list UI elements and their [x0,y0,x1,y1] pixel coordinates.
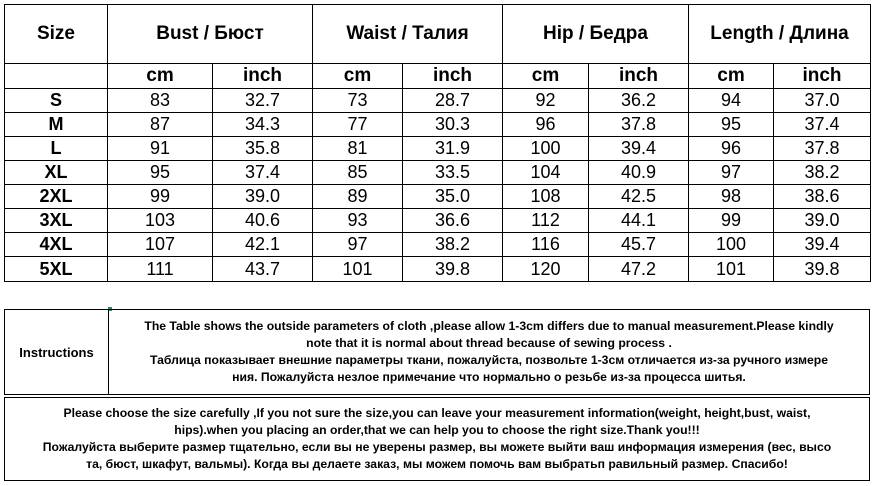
table-row [5,233,871,257]
unit-inch: inch [774,64,871,89]
notice-box [4,397,870,481]
measure-cell: 37.8 [589,113,689,137]
measure-cell: 40.9 [589,161,689,185]
measure-cell: 89 [313,185,403,209]
measure-cell: 39.8 [403,257,503,282]
measure-cell: 32.7 [213,89,313,113]
measure-cell: 38.2 [403,233,503,257]
measure-cell: 85 [313,161,403,185]
table-row [5,185,871,209]
size-label: 5XL [5,257,108,282]
instructions-line: Таблица показывает внешние параметры ткани, пожалуйста, позвольте 1-3см отличается из-за ручного измере [149,353,829,367]
measure-cell: 99 [108,185,213,209]
unit-row [5,64,871,89]
header-bust: Bust / Бюст [108,5,313,64]
table-row [5,161,871,185]
measure-cell: 104 [503,161,589,185]
measure-cell: 91 [108,137,213,161]
instructions-text [109,318,869,386]
measure-cell: 44.1 [589,209,689,233]
measure-cell: 83 [108,89,213,113]
measure-cell: 95 [108,161,213,185]
table-row [5,257,871,282]
measure-cell: 98 [689,185,774,209]
measure-cell: 42.5 [589,185,689,209]
measure-cell: 97 [689,161,774,185]
measure-cell: 39.4 [774,233,871,257]
header-length: Length / Длина [689,5,871,64]
measure-cell: 39.8 [774,257,871,282]
notice-line: Please choose the size carefully ,If you not sure the size,you can leave your measurement information(weight, height,bust, waist, [63,406,811,420]
measure-cell: 116 [503,233,589,257]
size-label: L [5,137,108,161]
unit-blank [5,64,108,89]
measure-cell: 81 [313,137,403,161]
size-table [4,4,871,282]
measure-cell: 39.4 [589,137,689,161]
measure-cell: 39.0 [774,209,871,233]
notice-line: hips).when you placing an order,that we can help you to choose the right size.Thank you!!! [174,423,700,437]
instructions-line: note that it is normal about thread because of sewing process . [306,336,672,350]
notice-line: та, бюст, шкафут, вальмы). Когда вы делаете заказ, мы можем помочь вам выбратьп равильный размер. Спасибо! [86,457,788,471]
size-chart [4,4,871,480]
instructions-label: Instructions [5,310,109,394]
size-label: 2XL [5,185,108,209]
table-row [5,89,871,113]
instructions-line: The Table shows the outside parameters of cloth ,please allow 1-3cm differs due to manual measurement.Please kindly [144,319,834,333]
unit-inch: inch [213,64,313,89]
instructions-line: ния. Пожалуйста незлое примечание что нормально о резьбе из-за процесса шитья. [232,370,746,384]
measure-cell: 37.8 [774,137,871,161]
size-label: XL [5,161,108,185]
measure-cell: 108 [503,185,589,209]
instructions-box [4,309,870,395]
measure-cell: 92 [503,89,589,113]
size-label: 4XL [5,233,108,257]
measure-cell: 100 [689,233,774,257]
measure-cell: 36.6 [403,209,503,233]
measure-cell: 99 [689,209,774,233]
header-waist: Waist / Талия [313,5,503,64]
measure-cell: 36.2 [589,89,689,113]
measure-cell: 112 [503,209,589,233]
measure-cell: 39.0 [213,185,313,209]
unit-cm: cm [689,64,774,89]
header-hip: Hip / Бедра [503,5,689,64]
measure-cell: 45.7 [589,233,689,257]
measure-cell: 35.0 [403,185,503,209]
measure-cell: 120 [503,257,589,282]
unit-cm: cm [313,64,403,89]
measure-cell: 94 [689,89,774,113]
measure-cell: 95 [689,113,774,137]
measure-cell: 111 [108,257,213,282]
measure-cell: 73 [313,89,403,113]
measure-cell: 96 [503,113,589,137]
measure-cell: 30.3 [403,113,503,137]
measure-cell: 37.4 [213,161,313,185]
measure-cell: 47.2 [589,257,689,282]
measure-cell: 40.6 [213,209,313,233]
unit-cm: cm [503,64,589,89]
table-row [5,113,871,137]
unit-inch: inch [403,64,503,89]
size-label: 3XL [5,209,108,233]
measure-cell: 96 [689,137,774,161]
measure-cell: 35.8 [213,137,313,161]
measure-cell: 87 [108,113,213,137]
measure-cell: 28.7 [403,89,503,113]
unit-cm: cm [108,64,213,89]
header-row [5,5,871,64]
measure-cell: 37.4 [774,113,871,137]
size-label: S [5,89,108,113]
measure-cell: 101 [313,257,403,282]
measure-cell: 77 [313,113,403,137]
table-row [5,137,871,161]
measure-cell: 103 [108,209,213,233]
measure-cell: 42.1 [213,233,313,257]
header-size: Size [5,5,108,64]
measure-cell: 101 [689,257,774,282]
measure-cell: 93 [313,209,403,233]
measure-cell: 38.2 [774,161,871,185]
measure-cell: 38.6 [774,185,871,209]
measure-cell: 43.7 [213,257,313,282]
notice-text [5,405,869,473]
size-label: M [5,113,108,137]
measure-cell: 37.0 [774,89,871,113]
notice-line: Пожалуйста выберите размер тщательно, если вы не уверены размер, вы можете выйти ваш информация измерения (вес, высо [42,440,832,454]
measure-cell: 33.5 [403,161,503,185]
table-row [5,209,871,233]
measure-cell: 34.3 [213,113,313,137]
measure-cell: 97 [313,233,403,257]
measure-cell: 31.9 [403,137,503,161]
unit-inch: inch [589,64,689,89]
measure-cell: 100 [503,137,589,161]
measure-cell: 107 [108,233,213,257]
